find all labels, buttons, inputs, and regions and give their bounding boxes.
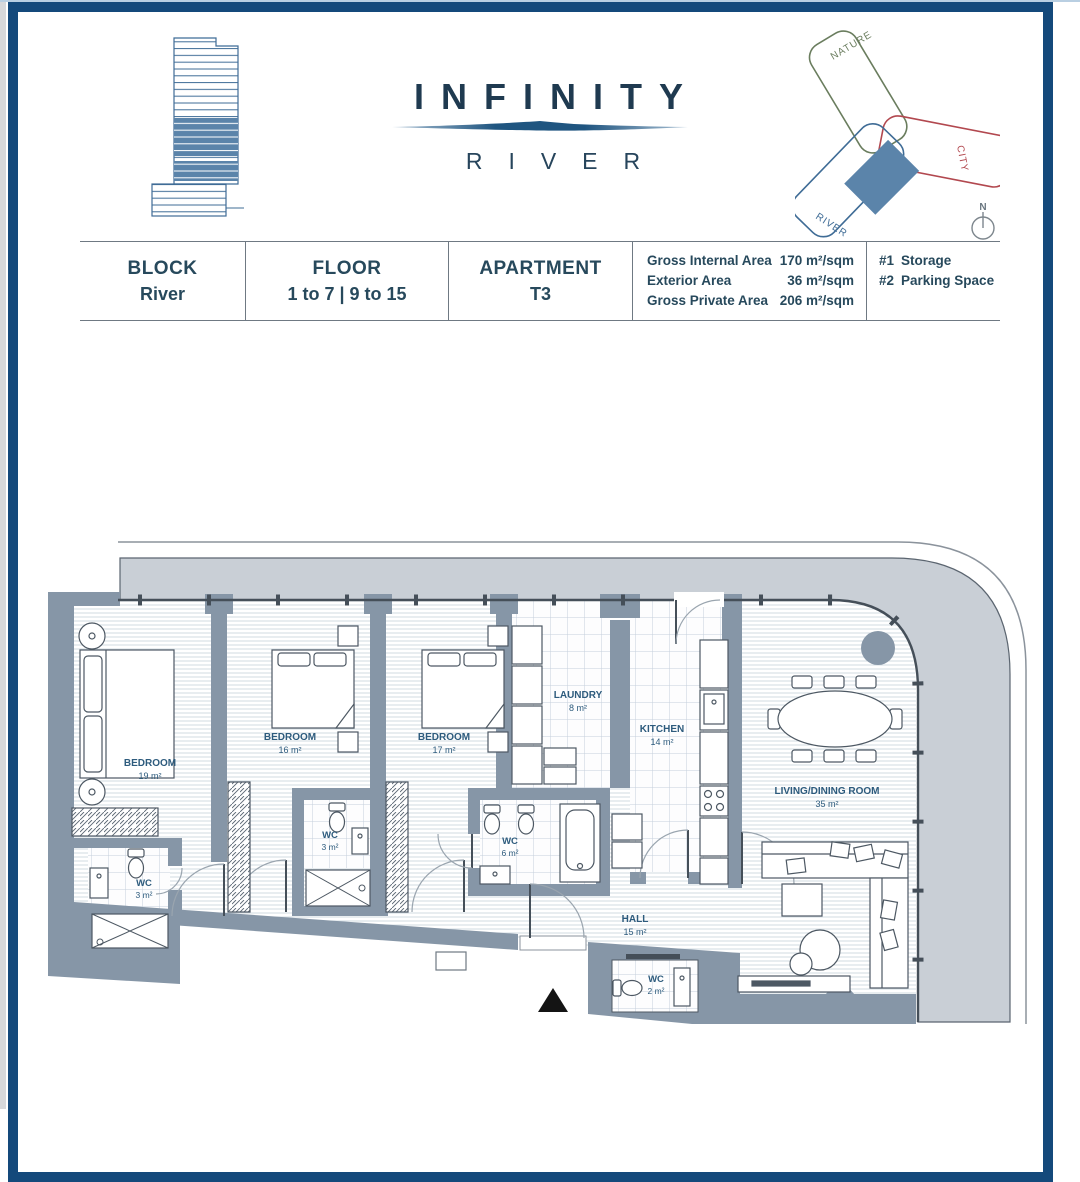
info-cell-apartment <box>448 242 632 320</box>
side-table <box>782 884 822 916</box>
info-cell-block <box>80 242 245 320</box>
wing-river-label: RIVER <box>813 211 850 240</box>
room-area: 3 m² <box>321 842 339 852</box>
wc-hall-sliding-door <box>626 954 680 959</box>
dining-table <box>778 691 892 747</box>
tv-sideboard <box>738 976 850 992</box>
room-area: 19 m² <box>138 771 162 781</box>
room-label: LIVING/DINING ROOM <box>774 786 880 797</box>
room-label: WC <box>136 878 152 889</box>
wall-niche <box>436 952 466 970</box>
floor-header: FLOOR <box>312 257 382 279</box>
entrance-sill <box>520 936 586 950</box>
wardrobe <box>72 808 158 836</box>
wing-city-label: CITY <box>954 144 970 173</box>
floor-plan <box>40 532 1040 1052</box>
room-area: 2 m² <box>647 986 665 996</box>
cooktop <box>700 786 728 816</box>
brand-title: INFINITY <box>414 76 700 117</box>
apartment-location-highlight <box>844 140 919 215</box>
room-area: 8 m² <box>569 703 587 713</box>
entrance-marker-icon <box>538 988 568 1012</box>
compass-north-label: N <box>979 202 987 213</box>
structural-column <box>861 631 895 665</box>
room-area: 17 m² <box>432 745 456 755</box>
info-cell-areas <box>632 242 866 320</box>
tower-logo-icon <box>138 32 258 232</box>
room-label: HALL <box>621 914 649 925</box>
room-area: 3 m² <box>135 890 153 900</box>
room-area: 16 m² <box>278 745 302 755</box>
room-area: 14 m² <box>650 737 674 747</box>
brand-subtitle: RIVER <box>465 148 667 174</box>
wing-nature-label: NATURE <box>828 29 875 63</box>
assignment-row: #2 Parking Space <box>879 273 995 288</box>
room-area: 6 m² <box>501 848 519 858</box>
site-plan-diagram <box>795 20 1000 255</box>
assignment-row: #1 Storage <box>879 253 952 268</box>
room-label: WC <box>502 836 518 847</box>
floor-value: 1 to 7 | 9 to 15 <box>287 283 407 304</box>
room-label: WC <box>322 830 338 841</box>
compass-icon <box>972 202 994 239</box>
area-row: Gross Internal Area 170 m²/sqm <box>647 253 854 268</box>
page-edge-strip <box>0 0 6 1109</box>
wardrobe <box>386 782 408 912</box>
block-header: BLOCK <box>127 257 198 279</box>
room-label: BEDROOM <box>123 758 177 769</box>
room-area: 35 m² <box>815 799 839 809</box>
room-label: KITCHEN <box>639 724 685 735</box>
room-label: BEDROOM <box>263 732 317 743</box>
area-row: Exterior Area 36 m²/sqm <box>647 273 854 288</box>
wardrobe <box>228 782 250 912</box>
room-label: LAUNDRY <box>553 690 603 701</box>
block-value: River <box>139 283 186 304</box>
room-area: 15 m² <box>623 927 647 937</box>
room-label: BEDROOM <box>417 732 471 743</box>
apartment-header: APARTMENT <box>479 257 602 279</box>
info-table <box>80 241 1000 321</box>
swoosh-icon <box>392 120 688 134</box>
apartment-value: T3 <box>529 283 551 304</box>
room-label: WC <box>648 974 664 985</box>
info-cell-assignments <box>866 242 1000 320</box>
info-cell-floor <box>245 242 448 320</box>
area-row: Gross Private Area 206 m²/sqm <box>647 293 854 308</box>
